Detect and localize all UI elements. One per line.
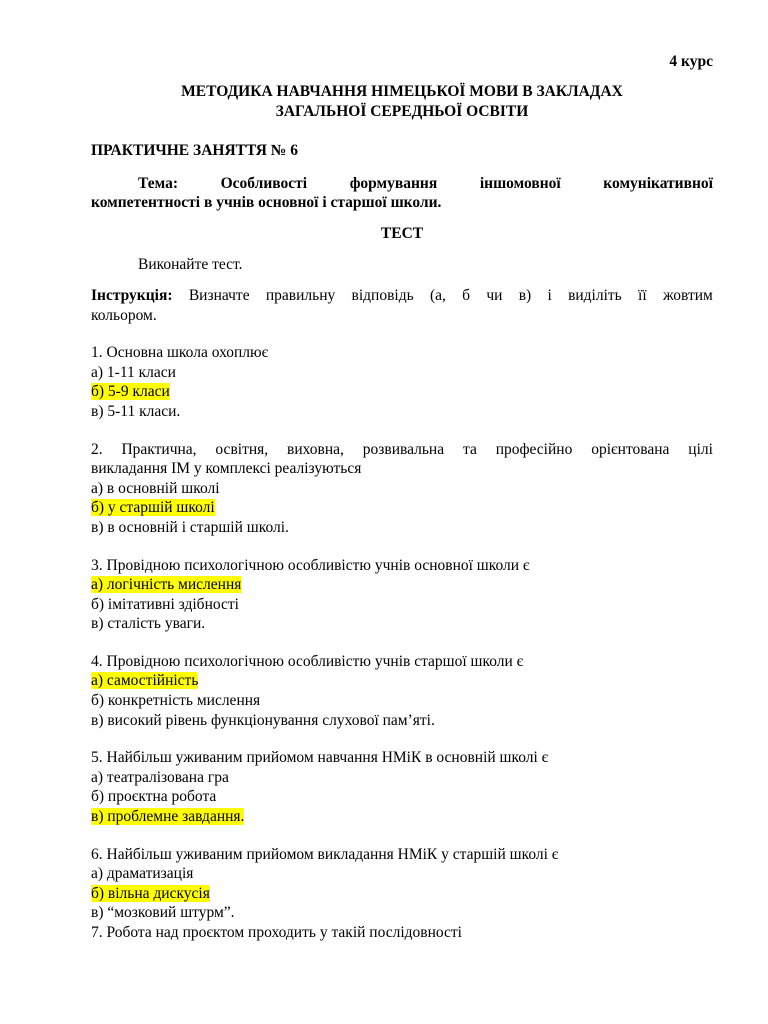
answer-option <box>91 382 713 402</box>
word: б <box>462 286 471 304</box>
answer-text: в) сталість уваги. <box>91 615 206 633</box>
answer-option <box>91 498 713 518</box>
question-text: 5. Найбільш уживаним прийомом навчання НМіК в основній школі є <box>91 749 549 767</box>
word: Тема: <box>138 174 178 192</box>
word: в) <box>518 286 532 304</box>
question-text: 6. Найбільш уживаним прийомом викладання НМіК у старшій школі є <box>91 845 559 863</box>
instruction-label: Інструкція: <box>91 286 173 304</box>
highlighted-answer: б) 5-9 класи <box>91 383 170 401</box>
answer-option <box>91 671 713 691</box>
word: 2. <box>91 440 103 458</box>
answer-text: а) 1-11 класи <box>91 363 176 381</box>
question-text <box>91 440 713 479</box>
word: відповідь <box>351 286 414 304</box>
answer-option <box>91 768 713 788</box>
word: виділіть <box>568 286 622 304</box>
highlighted-answer: а) логічність мислення <box>91 576 242 594</box>
question-item <box>91 923 713 943</box>
question-list <box>91 343 713 942</box>
word: жовтим <box>662 286 713 304</box>
answer-text: б) проєктна робота <box>91 788 217 806</box>
answer-option <box>91 575 713 595</box>
answer-text: б) імітативні здібності <box>91 595 239 613</box>
word: розвивальна <box>362 440 445 458</box>
answer-option <box>91 787 713 807</box>
word: професійно <box>495 440 573 458</box>
word: освітня, <box>215 440 269 458</box>
highlighted-answer: а) самостійність <box>91 672 199 690</box>
question-item <box>91 556 713 634</box>
word: Визначте <box>188 286 250 304</box>
word: і <box>547 286 552 304</box>
answer-option <box>91 711 713 731</box>
word: виховна, <box>287 440 344 458</box>
title-line-1: МЕТОДИКА НАВЧАННЯ НІМЕЦЬКОЇ МОВИ В ЗАКЛАДАХ <box>181 83 623 100</box>
question-item <box>91 845 713 923</box>
answer-text: в) 5-11 класи. <box>91 402 181 420</box>
title-line-2: ЗАГАЛЬНОЇ СЕРЕДНЬОЇ ОСВІТИ <box>275 103 529 120</box>
word: орієнтована <box>591 440 670 458</box>
answer-option <box>91 884 713 904</box>
word: комунікативної <box>603 174 713 192</box>
word: Практична, <box>121 440 197 458</box>
answer-text: а) в основній школі <box>91 479 220 497</box>
highlighted-answer: б) у старшій школі <box>91 499 215 517</box>
question-item <box>91 343 713 421</box>
question-text: 7. Робота над проєктом проходить у такій послідовності <box>91 924 462 941</box>
instruction-line-1 <box>91 286 713 306</box>
answer-option <box>91 691 713 711</box>
word: іншомовної <box>479 174 561 192</box>
instruction-line-2: кольором. <box>91 306 157 324</box>
question-text: 3. Провідною психологічною особливістю учнів основної школи є <box>91 556 530 574</box>
document-title <box>91 82 713 122</box>
word: та <box>462 440 477 458</box>
answer-text: в) високий рівень функціонування слухової пам’яті. <box>91 711 435 729</box>
answer-option <box>91 595 713 615</box>
document-page <box>91 52 713 943</box>
answer-text: в) в основній і старшій школі. <box>91 518 289 536</box>
word: правильну <box>265 286 336 304</box>
answer-text: а) драматизація <box>91 865 194 883</box>
answer-option <box>91 363 713 383</box>
question-item <box>91 440 713 538</box>
instruction-paragraph <box>91 286 713 325</box>
word: формування <box>349 174 438 192</box>
answer-option <box>91 402 713 422</box>
highlighted-answer: в) проблемне завдання. <box>91 808 245 826</box>
lesson-heading: ПРАКТИЧНЕ ЗАНЯТТЯ № 6 <box>91 142 298 159</box>
word: її <box>638 286 647 304</box>
answer-option <box>91 903 713 923</box>
answer-text: в) “мозковий штурм”. <box>91 904 235 922</box>
answer-option <box>91 807 713 827</box>
course-label: 4 курс <box>669 53 713 70</box>
word: цілі <box>688 440 713 458</box>
test-heading: ТЕСТ <box>380 224 424 242</box>
topic-line-1 <box>91 174 713 194</box>
answer-text: а) театралізована гра <box>91 768 229 786</box>
answer-option <box>91 864 713 884</box>
answer-option <box>91 518 713 538</box>
question-text: 4. Провідною психологічною особливістю учнів старшої школи є <box>91 652 524 670</box>
question-item <box>91 748 713 826</box>
question-text: 1. Основна школа охоплює <box>91 344 269 362</box>
answer-option <box>91 614 713 634</box>
topic-line-2: компетентності в учнів основної і старшої школи. <box>91 194 442 212</box>
question-item <box>91 652 713 730</box>
word: Особливості <box>220 174 308 192</box>
highlighted-answer: б) вільна дискусія <box>91 884 210 902</box>
answer-option <box>91 479 713 499</box>
answer-text: б) конкретність мислення <box>91 692 261 710</box>
question-text-line-1 <box>91 440 713 460</box>
question-text-line-2: викладання ІМ у комплексі реалізуються <box>91 460 362 478</box>
word: (а, <box>429 286 446 304</box>
task-text: Виконайте тест. <box>138 256 243 274</box>
topic-paragraph <box>91 174 713 213</box>
word: чи <box>486 286 503 304</box>
